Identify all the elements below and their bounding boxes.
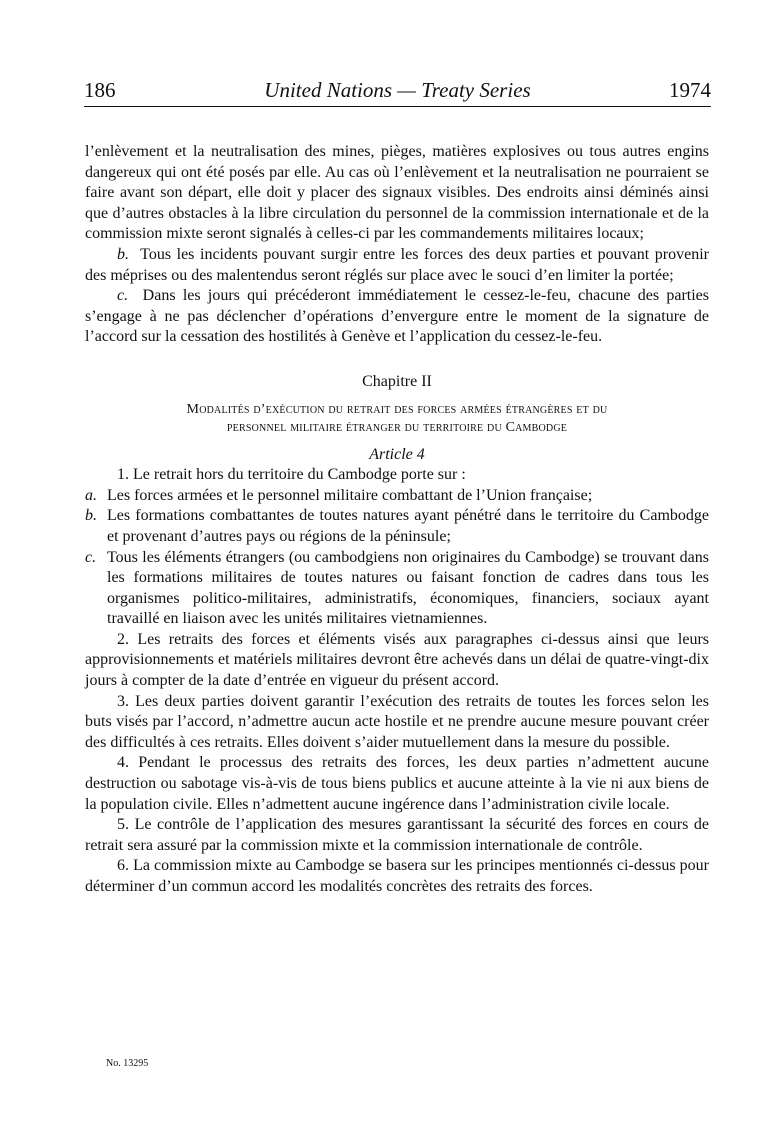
paragraph-b-text: Tous les incidents pouvant surgir entre les forces des deux parties et pouvant provenir des méprises ou des malentendus seront réglés sur place avec le souci d’en limiter la portée; [85,245,710,284]
list-item-text: Les forces armées et le personnel militaire combattant de l’Union française; [107,486,593,504]
page-number: 186 [84,78,116,102]
article-title: Article 4 [369,445,425,463]
chapter-heading-line-2: personnel militaire étranger du territoire du Cambodge [226,419,568,435]
spacer [85,348,709,372]
paragraph-c-label: c. [117,287,129,305]
series-title: United Nations — Treaty Series [264,78,531,102]
document-number: No. 13295 [106,1058,149,1069]
header-year: 1974 [669,78,711,102]
article-paragraph-4: 4. Pendant le processus des retraits des forces, les deux parties n’admettent aucune destruction ou sabotage vis-à-vis de tous biens publics et aucune atteinte à la vie ni aux biens de la population civile. Elles n’admettent aucune ingérence dans l’administration civile locale. [85,754,709,813]
list-item [85,548,709,630]
article-paragraph-6: 6. La commission mixte au Cambodge se basera sur les principes mentionnés ci-dessus pour déterminer d’un commun accord les modalités concrètes des retraits des forces. [85,857,709,895]
paragraph-continued: l’enlèvement et la neutralisation des mines, pièges, matières explosives ou tous autres engins dangereux qui ont été posés par elle. Au cas où l’enlèvement et la neutralisation ne pourraient se faire avant son départ, elle doit y placer des signaux visibles. Des endroits ainsi déminés ainsi que d’autres obstacles à la libre circulation du personnel de la commission internationale et de la commission mixte seront signalés à celles-ci par les commandements militaires locaux; [85,143,709,243]
spacer [85,437,709,445]
list-item [85,486,709,507]
article-paragraph-2: 2. Les retraits des forces et éléments visés aux paragraphes ci-dessus ainsi que leurs approvisionnements et matériels militaires devront être achevés dans un délai de quatre-vingt-dix jours à compter de la date d’entrée en vigueur du présent accord. [85,630,709,690]
paragraph-b-label: b. [117,245,129,263]
list-item-label: b. [85,507,97,525]
chapter-heading-line-1: Modalités d’exécution du retrait des forces armées étrangères et du [186,401,608,417]
list-item [85,506,709,547]
article-paragraph-1: 1. Le retrait hors du territoire du Cambodge porte sur : [117,466,466,484]
article-paragraph-5: 5. Le contrôle de l’application des mesures garantissant la sécurité des forces en cours de retrait sera assuré par la commission mixte et la commission internationale de contrôle. [85,816,709,854]
list-item-label: a. [85,486,97,504]
list-item-text: Tous les éléments étrangers (ou cambodgiens non originaires du Cambodge) se trouvant dans les formations militaires de toutes natures ou faisant fonction de cadres dans tous les organismes politico-militaires, administratifs, économiques, financiers, sociaux ayant travaillé en liaison avec les unités militaires vietnamiennes. [107,548,709,628]
chapter-title: Chapitre II [362,372,432,390]
list-item-text: Les formations combattantes de toutes natures ayant pénétré dans le territoire du Cambodge et provenant d’autres pays ou régions de la péninsule; [107,507,709,545]
paragraph-c-text: Dans les jours qui précéderont immédiatement le cessez-le-feu, chacune des parties s’engage à ne pas déclencher d’opérations d’envergure entre le moment de la signature de l’accord sur la cessation des hostilités à Genève et l’application du cessez-le-feu. [85,287,709,346]
page-header [84,78,711,104]
list-item-label: c. [85,548,97,566]
article-paragraph-3: 3. Les deux parties doivent garantir l’exécution des retraits de toutes les forces selon les buts visés par l’accord, n’admettre aucun acte hostile et ne prendre aucune mesure pouvant créer des difficultés à ces retraits. Elles doivent s’aider mutuellement dans la mesure du possible. [85,692,709,751]
header-rule [84,106,711,107]
document-body [85,142,709,898]
spacer [85,393,709,401]
paragraph-b [85,245,709,286]
paragraph-c [85,286,709,348]
